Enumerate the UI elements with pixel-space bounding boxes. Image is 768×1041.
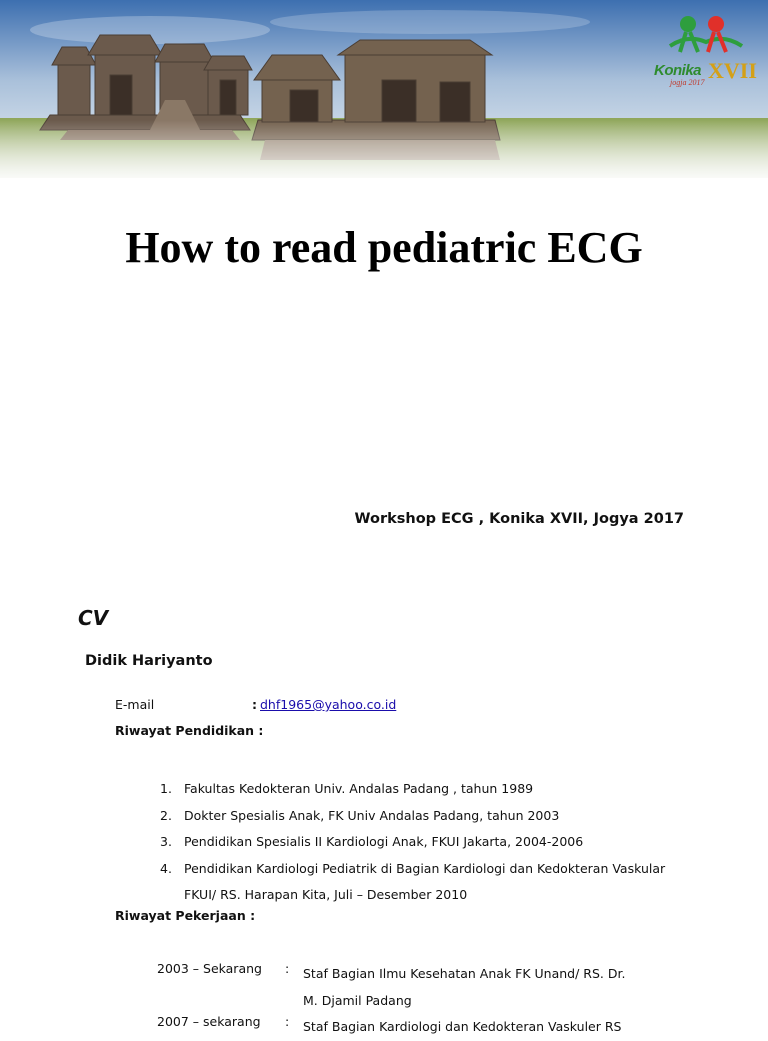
work-separator: :	[285, 1014, 290, 1029]
list-number: 3.	[160, 834, 172, 849]
work-description: Staf Bagian Ilmu Kesehatan Anak FK Unand/ RS. Dr. M. Djamil Padang	[303, 966, 626, 1008]
work-period: 2007 – sekarang	[157, 1014, 261, 1029]
logo-wordmark: Konika	[654, 62, 702, 79]
konika-logo	[656, 12, 764, 92]
education-heading: Riwayat Pendidikan :	[115, 723, 264, 738]
list-item	[160, 829, 684, 856]
cv-name: Didik Hariyanto	[85, 653, 213, 669]
work-period: 2003 – Sekarang	[157, 961, 262, 976]
list-text: Fakultas Kedokteran Univ. Andalas Padang , tahun 1989	[184, 781, 534, 796]
slide-title: How to read pediatric ECG	[125, 223, 643, 272]
logo-subtext: jogja 2017	[670, 78, 705, 87]
cv-heading: CV	[78, 606, 109, 630]
work-heading: Riwayat Pekerjaan :	[115, 908, 256, 923]
email-separator: :	[252, 697, 257, 712]
email-label: E-mail	[115, 697, 155, 712]
email-link[interactable]: dhf1965@yahoo.co.id	[260, 697, 397, 712]
list-item	[160, 856, 684, 909]
logo-edition: XVII	[708, 58, 757, 83]
work-separator: :	[285, 961, 290, 976]
mascot-icon	[656, 12, 764, 62]
education-list	[160, 776, 684, 909]
slide-subtitle: Workshop ECG , Konika XVII, Jogya 2017	[354, 511, 684, 527]
list-text: Dokter Spesialis Anak, FK Univ Andalas Padang, tahun 2003	[184, 807, 560, 823]
list-number: 2.	[160, 807, 172, 823]
list-number: 4.	[160, 860, 172, 876]
work-description: Staf Bagian Kardiologi dan Kedokteran Vaskuler RS	[303, 1019, 622, 1034]
list-number: 1.	[160, 781, 172, 796]
temple-illustration	[0, 0, 768, 178]
list-text: Pendidikan Spesialis II Kardiologi Anak, FKUI Jakarta, 2004-2006	[184, 834, 584, 849]
list-item	[160, 776, 684, 803]
header-banner	[0, 0, 768, 178]
list-text: Pendidikan Kardiologi Pediatrik di Bagian Kardiologi dan Kedokteran Vaskular FKUI/ RS. Harapan Kita, Juli – Desember 2010	[184, 860, 666, 902]
list-item	[160, 803, 684, 830]
